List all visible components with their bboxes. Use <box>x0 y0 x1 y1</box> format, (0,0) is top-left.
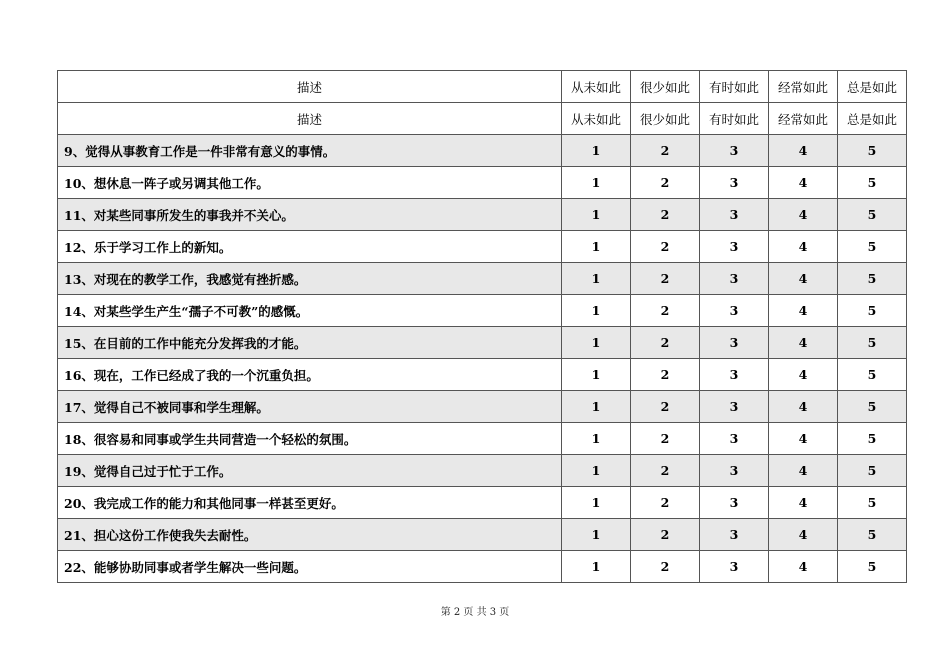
score-option[interactable]: 5 <box>838 359 907 391</box>
score-option[interactable]: 1 <box>562 295 631 327</box>
score-option[interactable]: 2 <box>631 487 700 519</box>
item-description: 9、觉得从事教育工作是一件非常有意义的事情。 <box>58 135 562 167</box>
score-option[interactable]: 2 <box>631 327 700 359</box>
header-frequency-option: 经常如此 <box>769 103 838 135</box>
score-option[interactable]: 2 <box>631 423 700 455</box>
score-option[interactable]: 2 <box>631 231 700 263</box>
table-row <box>58 199 907 231</box>
score-option[interactable]: 4 <box>769 295 838 327</box>
score-option[interactable]: 4 <box>769 551 838 583</box>
score-option[interactable]: 1 <box>562 487 631 519</box>
item-description: 11、对某些同事所发生的事我并不关心。 <box>58 199 562 231</box>
score-option[interactable]: 1 <box>562 455 631 487</box>
score-option[interactable]: 3 <box>700 359 769 391</box>
item-description: 18、很容易和同事或学生共同营造一个轻松的氛围。 <box>58 423 562 455</box>
score-option[interactable]: 1 <box>562 135 631 167</box>
score-option[interactable]: 4 <box>769 391 838 423</box>
item-description: 20、我完成工作的能力和其他同事一样甚至更好。 <box>58 487 562 519</box>
score-option[interactable]: 4 <box>769 135 838 167</box>
table-row <box>58 423 907 455</box>
header-row <box>58 103 907 135</box>
score-option[interactable]: 2 <box>631 263 700 295</box>
item-description: 21、担心这份工作使我失去耐性。 <box>58 519 562 551</box>
table-row <box>58 135 907 167</box>
score-option[interactable]: 1 <box>562 423 631 455</box>
score-option[interactable]: 1 <box>562 391 631 423</box>
score-option[interactable]: 4 <box>769 263 838 295</box>
header-description: 描述 <box>58 103 562 135</box>
score-option[interactable]: 1 <box>562 199 631 231</box>
score-option[interactable]: 2 <box>631 551 700 583</box>
table-row <box>58 455 907 487</box>
header-row <box>58 71 907 103</box>
header-frequency-option: 有时如此 <box>700 71 769 103</box>
score-option[interactable]: 3 <box>700 455 769 487</box>
score-option[interactable]: 1 <box>562 327 631 359</box>
score-option[interactable]: 2 <box>631 519 700 551</box>
score-option[interactable]: 4 <box>769 231 838 263</box>
score-option[interactable]: 2 <box>631 391 700 423</box>
score-option[interactable]: 5 <box>838 327 907 359</box>
table-row <box>58 519 907 551</box>
score-option[interactable]: 3 <box>700 263 769 295</box>
score-option[interactable]: 4 <box>769 455 838 487</box>
item-description: 16、现在，工作已经成了我的一个沉重负担。 <box>58 359 562 391</box>
page-footer: 第 2 页 共 3 页 <box>440 607 510 618</box>
score-option[interactable]: 5 <box>838 551 907 583</box>
item-description: 14、对某些学生产生“孺子不可教”的感慨。 <box>58 295 562 327</box>
score-option[interactable]: 5 <box>838 231 907 263</box>
score-option[interactable]: 1 <box>562 551 631 583</box>
table-row <box>58 359 907 391</box>
header-frequency-option: 经常如此 <box>769 71 838 103</box>
score-option[interactable]: 1 <box>562 519 631 551</box>
header-frequency-option: 总是如此 <box>838 71 907 103</box>
score-option[interactable]: 3 <box>700 167 769 199</box>
score-option[interactable]: 4 <box>769 167 838 199</box>
score-option[interactable]: 3 <box>700 327 769 359</box>
table-row <box>58 391 907 423</box>
item-description: 17、觉得自己不被同事和学生理解。 <box>58 391 562 423</box>
score-option[interactable]: 3 <box>700 295 769 327</box>
table-row <box>58 487 907 519</box>
score-option[interactable]: 5 <box>838 199 907 231</box>
item-description: 19、觉得自己过于忙于工作。 <box>58 455 562 487</box>
score-option[interactable]: 2 <box>631 295 700 327</box>
score-option[interactable]: 3 <box>700 391 769 423</box>
header-frequency-option: 从未如此 <box>562 103 631 135</box>
header-frequency-option: 总是如此 <box>838 103 907 135</box>
table-header <box>58 71 907 135</box>
score-option[interactable]: 3 <box>700 487 769 519</box>
table-row <box>58 167 907 199</box>
header-frequency-option: 很少如此 <box>631 71 700 103</box>
table-row <box>58 327 907 359</box>
item-description: 12、乐于学习工作上的新知。 <box>58 231 562 263</box>
score-option[interactable]: 2 <box>631 135 700 167</box>
score-option[interactable]: 4 <box>769 423 838 455</box>
score-option[interactable]: 4 <box>769 327 838 359</box>
item-description: 10、想休息一阵子或另调其他工作。 <box>58 167 562 199</box>
score-option[interactable]: 3 <box>700 199 769 231</box>
score-option[interactable]: 2 <box>631 199 700 231</box>
score-option[interactable]: 1 <box>562 359 631 391</box>
score-option[interactable]: 4 <box>769 359 838 391</box>
score-option[interactable]: 3 <box>700 135 769 167</box>
score-option[interactable]: 5 <box>838 519 907 551</box>
score-option[interactable]: 2 <box>631 455 700 487</box>
score-option[interactable]: 1 <box>562 263 631 295</box>
score-option[interactable]: 1 <box>562 167 631 199</box>
score-option[interactable]: 3 <box>700 551 769 583</box>
score-option[interactable]: 3 <box>700 519 769 551</box>
score-option[interactable]: 5 <box>838 167 907 199</box>
score-option[interactable]: 5 <box>838 423 907 455</box>
score-option[interactable]: 2 <box>631 167 700 199</box>
table-row <box>58 231 907 263</box>
score-option[interactable]: 3 <box>700 423 769 455</box>
survey-table <box>57 70 907 583</box>
score-option[interactable]: 5 <box>838 135 907 167</box>
item-description: 22、能够协助同事或者学生解决一些问题。 <box>58 551 562 583</box>
score-option[interactable]: 2 <box>631 359 700 391</box>
score-option[interactable]: 1 <box>562 231 631 263</box>
table-row <box>58 551 907 583</box>
header-description: 描述 <box>58 71 562 103</box>
item-description: 13、对现在的教学工作，我感觉有挫折感。 <box>58 263 562 295</box>
header-frequency-option: 有时如此 <box>700 103 769 135</box>
score-option[interactable]: 4 <box>769 519 838 551</box>
score-option[interactable]: 5 <box>838 487 907 519</box>
score-option[interactable]: 4 <box>769 199 838 231</box>
score-option[interactable]: 5 <box>838 263 907 295</box>
table-body <box>58 135 907 583</box>
header-frequency-option: 很少如此 <box>631 103 700 135</box>
score-option[interactable]: 5 <box>838 295 907 327</box>
score-option[interactable]: 3 <box>700 231 769 263</box>
item-description: 15、在目前的工作中能充分发挥我的才能。 <box>58 327 562 359</box>
score-option[interactable]: 4 <box>769 487 838 519</box>
score-option[interactable]: 5 <box>838 455 907 487</box>
score-option[interactable]: 5 <box>838 391 907 423</box>
table-row <box>58 295 907 327</box>
table-row <box>58 263 907 295</box>
header-frequency-option: 从未如此 <box>562 71 631 103</box>
